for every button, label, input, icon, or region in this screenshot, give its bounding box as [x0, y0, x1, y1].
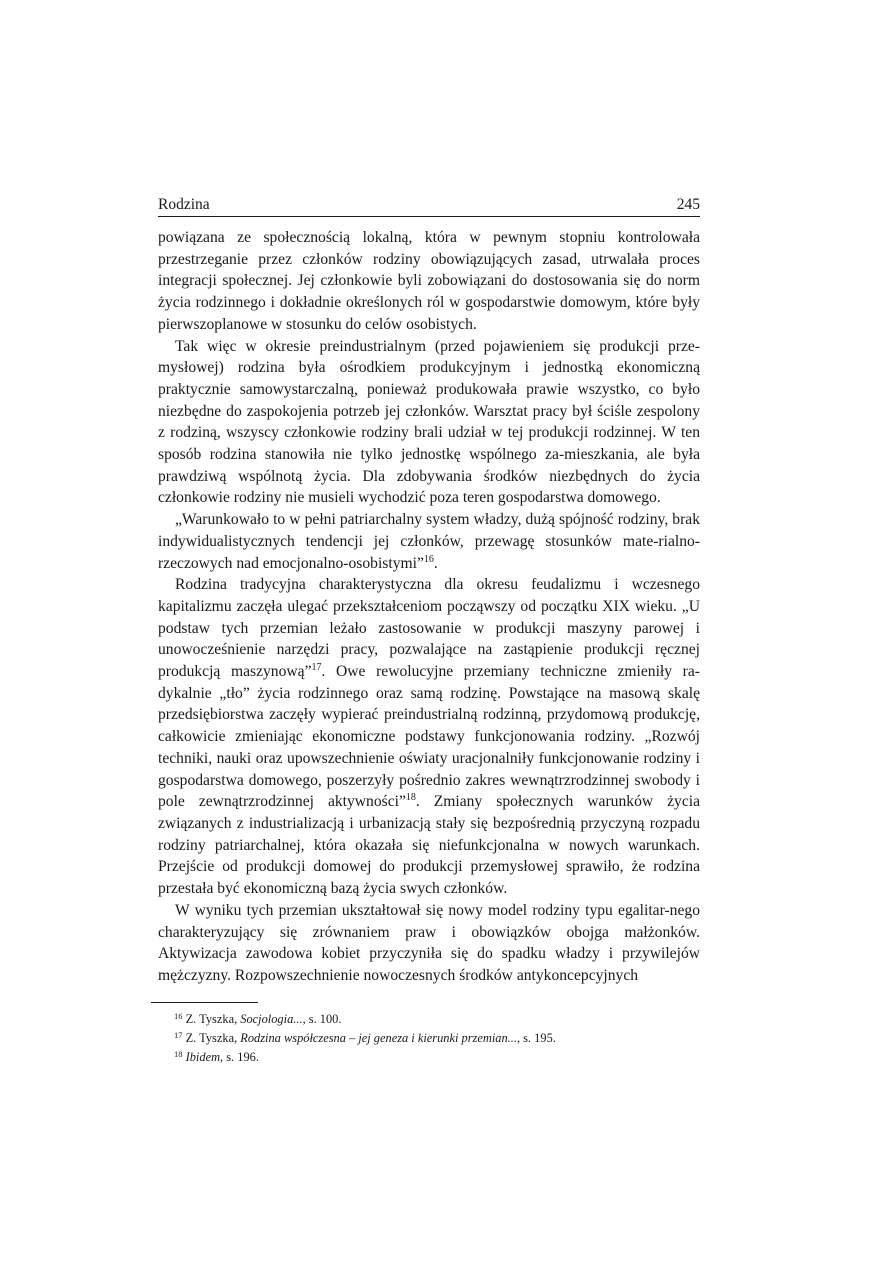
running-header-title: Rodzina — [158, 196, 210, 213]
footnotes — [174, 1010, 694, 1066]
footnote — [174, 1029, 694, 1048]
paragraph-text: Rodzina tradycyjna charakterystyczna dla okresu feudalizmu i wczesnego kapitalizmu zaczęła ulegać przekształceniom począwszy od początku XIX wieku. „U podstaw tych przemian leżało zastosowanie w produkcji maszyny parowej i unowocześnienie narzędzi pracy, pozwalające na zastąpienie produkcji ręcznej produkcją maszynową” — [158, 576, 700, 681]
paragraph — [158, 336, 700, 510]
page-number: 245 — [676, 196, 700, 213]
paragraph — [158, 509, 700, 574]
footnote-separator — [151, 1002, 258, 1003]
footnote-author: Z. Tyszka, — [185, 1012, 241, 1026]
paragraph-text: . Owe rewolucyjne przemiany techniczne zmieniły ra-dykalnie „tło” życia rodzinnego oraz samą rodzinę. Powstające na masową skalę przedsiębiorstwa zaczęły wypierać preindustrialną rodzinną, przydomową produkcję, całkowicie zmieniając ekonomiczne podstawy funkcjonowania rodziny. „Rozwój techniki, nauki oraz upowszechnienie oświaty uracjonalniły funkcjonowanie rodziny i gospodarstwa domowego, poszerzyły pośrednio zakres wewnątrzrodzinnej swobody i pole zewnątrzrodzinnej aktywności” — [158, 663, 700, 811]
footnote-title: Socjologia... — [240, 1012, 303, 1026]
body-text — [158, 227, 700, 987]
footnote-number: 17 — [174, 1029, 183, 1040]
footnote — [174, 1048, 694, 1067]
paragraph — [158, 574, 700, 900]
paragraph-text: . Zmiany społecznych warunków życia związanych z industrializacją i urbanizacją stały się bezpośrednią przyczyną rozpadu rodziny patriarchalnej, która okazała się niefunkcjonalna w nowych warunkach. Przejście od produkcji domowej do produkcji przemysłowej sprawiło, że rodzina przestała być ekonomiczną bazą życia swych członków. — [158, 793, 700, 898]
paragraph — [158, 227, 700, 336]
footnote-reference: 17 — [311, 662, 322, 674]
footnote-author: Z. Tyszka, — [185, 1030, 241, 1045]
paragraph-text: „Warunkowało to w pełni patriarchalny system władzy, dużą spójność rodziny, brak indywidualistycznych tendencji jej członków, przewagę stosunków mate-rialno-rzeczowych nad emocjonalno-osobistymi” — [158, 511, 700, 572]
paragraph-text: . — [433, 554, 438, 572]
footnote-page: , s. 196. — [220, 1049, 259, 1064]
footnote-number: 18 — [174, 1048, 183, 1059]
footnote-reference: 16 — [423, 553, 434, 565]
footnote-reference: 18 — [405, 792, 416, 804]
footnote — [174, 1010, 694, 1029]
running-header — [158, 196, 700, 217]
footnote-number: 16 — [174, 1011, 183, 1021]
paragraph — [158, 900, 700, 987]
footnote-page: , s. 100. — [302, 1012, 342, 1026]
footnote-title: Rodzina współczesna – jej geneza i kierunki przemian... — [240, 1030, 517, 1045]
footnote-page: , s. 195. — [516, 1030, 556, 1045]
paragraph-text: W wyniku tych przemian ukształtował się nowy model rodziny typu egalitar-nego charakteryzujący się zrównaniem praw i obowiązków obojga małżonków. Aktywizacja zawodowa kobiet przyczyniła się do spadku władzy i przywilejów mężczyzny. Rozpowszechnienie nowoczesnych środków antykoncepcyjnych — [158, 901, 700, 984]
paragraph-text: powiązana ze społecznością lokalną, która w pewnym stopniu kontrolowała przestrzeganie przez członków rodziny obowiązujących zasad, utrwalała proces integracji społecznej. Jej członkowie byli zobowiązani do dostosowania się do norm życia rodzinnego i dokładnie określonych ról w gospodarstwie domowym, które były pierwszoplanowe w stosunku do celów osobistych. — [158, 229, 700, 333]
footnote-title: Ibidem — [185, 1049, 221, 1064]
paragraph-text: Tak więc w okresie preindustrialnym (przed pojawieniem się produkcji prze-mysłowej) rodzina była ośrodkiem produkcyjnym i jednostką ekonomiczną praktycznie samowystarczalną, ponieważ produkowała prawie wszystko, co było niezbędne do zaspokojenia potrzeb jej członków. Warsztat pracy był ściśle zespolony z rodziną, wszyscy członkowie rodziny brali udział w tej produkcji rodzinnej. W ten sposób rodzina stanowiła nie tylko jednostkę wspólnego za-mieszkania, ale była prawdziwą wspólnotą życia. Dla zdobywania środków niezbędnych do życia członkowie rodziny nie musieli wychodzić poza teren gospodarstwa domowego. — [158, 337, 700, 507]
